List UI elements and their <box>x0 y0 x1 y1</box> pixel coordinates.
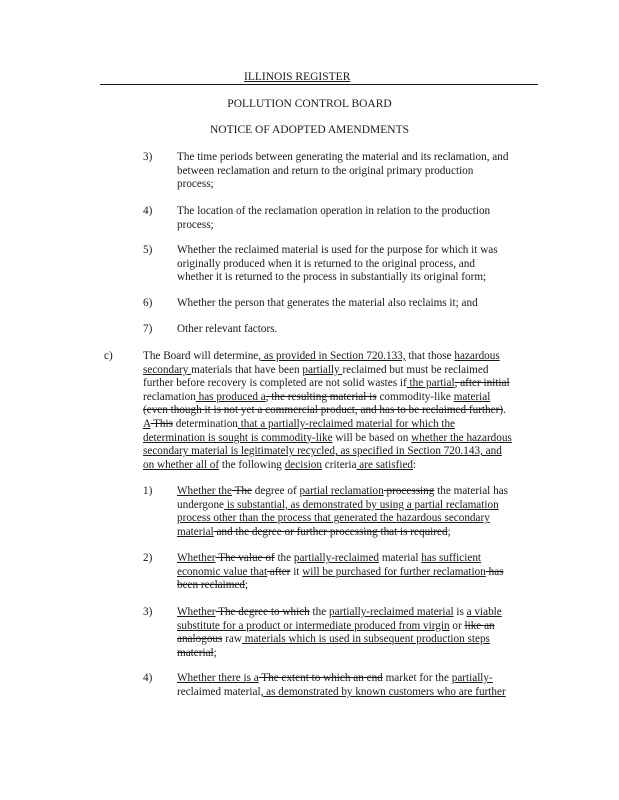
section-text <box>143 350 535 472</box>
text-line <box>177 499 533 513</box>
deleted-text: This <box>150 417 173 430</box>
deleted-text: The value of <box>215 552 275 564</box>
text-run: reclaimed but must be reclaimed <box>342 363 489 376</box>
text-line <box>177 620 533 634</box>
text-run: further before recovery is completed are not solid wastes if <box>143 377 407 390</box>
deleted-text: like an <box>464 619 495 632</box>
text-run: ; <box>447 525 451 538</box>
deleted-text: after <box>267 565 291 578</box>
inserted-text: , as demonstrated by known customers who are further <box>260 685 506 698</box>
text-run: or <box>449 619 465 632</box>
text-run: materials that have been <box>191 363 303 376</box>
item-text <box>177 205 533 232</box>
inserted-text: Whether <box>177 606 216 618</box>
board-title: POLLUTION CONTROL BOARD <box>227 98 392 110</box>
inserted-text: materials which is used in subsequent production steps <box>241 633 490 646</box>
inserted-text: hazardous <box>454 350 500 362</box>
inserted-text: material <box>177 525 214 538</box>
inserted-text: Whether there is a <box>177 672 259 684</box>
text-run: material <box>379 552 422 564</box>
text-run: material <box>221 685 261 698</box>
text-run: . <box>503 404 506 417</box>
text-line: Other relevant factors. <box>177 323 278 335</box>
text-line: originally produced when it is returned to the original process, and <box>177 257 475 270</box>
criterion-text <box>177 606 533 660</box>
text-line: process; <box>177 178 214 191</box>
text-run: : <box>413 458 417 471</box>
inserted-text: Whether the <box>177 485 232 497</box>
inserted-text: partially- <box>451 672 493 684</box>
register-title: ILLINOIS REGISTER <box>244 71 351 83</box>
criterion-text <box>177 485 533 539</box>
text-run: the <box>309 606 330 618</box>
inserted-text: partially <box>302 363 343 376</box>
deleted-text: The extent to which an end <box>258 672 383 684</box>
inserted-text: partial reclamation <box>299 485 384 497</box>
inserted-text: has produced a <box>195 390 266 403</box>
text-run: ; <box>245 579 249 592</box>
criterion-number: 1) <box>143 485 153 497</box>
deleted-text: , after initial <box>454 377 510 390</box>
inserted-text: material <box>453 390 491 403</box>
notice-title: NOTICE OF ADOPTED AMENDMENTS <box>209 124 410 136</box>
criterion-number: 3) <box>143 606 153 618</box>
text-line <box>177 647 533 661</box>
item-number: 4) <box>143 205 153 217</box>
inserted-text: has sufficient <box>421 552 482 564</box>
text-run: undergone <box>177 498 225 511</box>
deleted-text: has <box>485 565 504 578</box>
item-text <box>177 323 533 337</box>
text-line <box>177 672 533 686</box>
inserted-text: a viable <box>466 606 502 618</box>
text-line <box>143 459 535 473</box>
item-text <box>177 151 533 192</box>
inserted-text: partially-reclaimed material <box>329 606 454 618</box>
deleted-text: and the degree or further processing that is required <box>213 525 448 538</box>
text-line <box>143 350 535 364</box>
deleted-text: The <box>231 485 252 497</box>
deleted-text: processing <box>383 485 435 497</box>
text-line <box>177 606 533 620</box>
text-line <box>143 432 535 446</box>
inserted-text: on whether all of <box>143 458 220 471</box>
criterion-text <box>177 552 533 593</box>
text-run: reclaimed <box>177 685 222 698</box>
inserted-text: are satisfied <box>356 458 414 471</box>
inserted-text: decision <box>284 458 322 471</box>
text-line <box>143 418 535 432</box>
text-line <box>177 579 533 593</box>
text-run: degree of <box>251 485 300 497</box>
inserted-text: that a partially-reclaimed material for which the <box>237 417 456 430</box>
text-line <box>177 566 533 580</box>
text-run: raw <box>222 633 242 646</box>
text-run: determination <box>172 417 238 430</box>
text-line: The time periods between generating the material and its reclamation, and <box>177 151 509 163</box>
deleted-text: (even though it is not yet a commercial product, and has to be reclaimed further) <box>143 404 504 417</box>
text-line: whether it is returned to the process in substantially its original form; <box>177 271 487 284</box>
inserted-text: will be purchased for further reclamation <box>302 565 486 578</box>
item-text <box>177 297 533 311</box>
text-line: Whether the person that generates the material also reclaims it; and <box>177 297 478 309</box>
text-run: ; <box>213 646 217 659</box>
text-run: reclamation <box>143 390 196 403</box>
inserted-text: secondary material is legitimately recycled, as specified in Section 720.143, and <box>143 445 502 458</box>
criterion-number: 2) <box>143 552 153 564</box>
deleted-text: , the resulting material is <box>265 390 377 403</box>
text-line <box>177 526 533 540</box>
deleted-text: been reclaimed <box>177 579 246 592</box>
text-run: criteria <box>322 458 357 471</box>
inserted-text: whether the hazardous <box>411 431 512 444</box>
item-number: 5) <box>143 244 153 256</box>
text-line <box>143 377 535 391</box>
criterion-number: 4) <box>143 672 153 684</box>
criterion-text <box>177 672 533 699</box>
inserted-text: process other than the process that generated the hazardous secondary <box>177 512 490 525</box>
text-line <box>177 552 533 566</box>
deleted-text: material <box>177 646 214 659</box>
text-run: is <box>453 606 467 618</box>
text-run: market for the <box>382 672 452 684</box>
text-line: The location of the reclamation operation in relation to the production <box>177 205 491 217</box>
text-line: between reclamation and return to the original primary production <box>177 164 474 177</box>
item-number: 6) <box>143 297 153 309</box>
text-line <box>177 512 533 526</box>
text-line <box>143 391 535 405</box>
text-run: the material has <box>434 485 508 497</box>
inserted-text: partially-reclaimed <box>293 552 380 564</box>
text-line <box>143 364 535 378</box>
text-run: that those <box>405 350 455 362</box>
text-line: process; <box>177 218 214 231</box>
deleted-text: analogous <box>177 633 223 646</box>
text-line <box>177 485 533 499</box>
item-number: 7) <box>143 323 153 335</box>
deleted-text: The degree to which <box>215 606 310 618</box>
item-number: 3) <box>143 151 153 163</box>
inserted-text: , as provided in Section 720.133, <box>258 350 406 362</box>
text-line <box>177 686 533 700</box>
text-line <box>143 445 535 459</box>
text-line: Whether the reclaimed material is used for the purpose for which it was <box>177 244 498 256</box>
section-label: c) <box>104 350 113 362</box>
inserted-text: substitute for a product or intermediate produced from virgin <box>177 619 450 632</box>
item-text <box>177 244 533 285</box>
text-run: will be based on <box>332 431 412 444</box>
text-line <box>143 404 535 418</box>
inserted-text: Whether <box>177 552 216 564</box>
inserted-text: A <box>143 417 151 430</box>
text-run: the <box>274 552 294 564</box>
text-run: the following <box>219 458 285 471</box>
text-run: commodity-like <box>376 390 454 403</box>
inserted-text: secondary <box>143 363 192 376</box>
inserted-text: is substantial, as demonstrated by using a partial reclamation <box>224 498 499 511</box>
inserted-text: determination is sought is commodity-like <box>143 431 333 444</box>
inserted-text: economic value that <box>177 565 268 578</box>
inserted-text: the partial <box>406 377 455 390</box>
text-run: it <box>290 565 303 578</box>
text-line <box>177 633 533 647</box>
text-run: The Board will determine <box>143 350 259 362</box>
header-rule <box>100 84 538 85</box>
